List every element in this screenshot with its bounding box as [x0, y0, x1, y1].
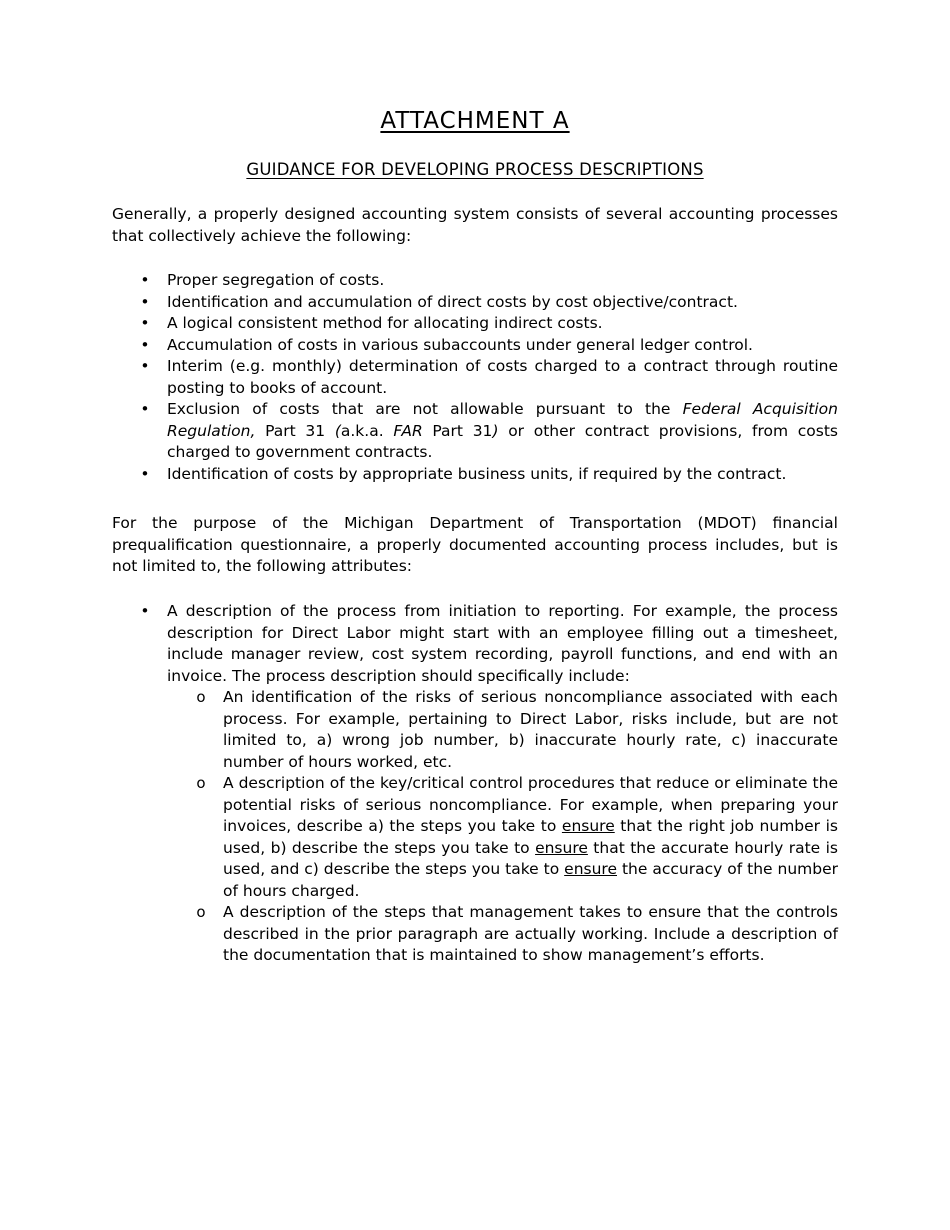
sub2-text-d: the accuracy of the number of hours charged. [223, 860, 839, 900]
list-item [112, 270, 838, 292]
sub2-text-a: A description of the key/critical control procedures that reduce or eliminate the potential risks of serious noncompliance. For example, when preparing your invoices, describe a) the steps you take to [223, 774, 838, 835]
far-aka: a.k.a. [340, 421, 394, 440]
far-part31: Part 31 [422, 421, 493, 440]
list-item [112, 356, 838, 399]
circle-bullet-icon: o [196, 903, 206, 921]
document-subtitle: GUIDANCE FOR DEVELOPING PROCESS DESCRIPTIONS [246, 160, 704, 179]
bullet-icon: • [140, 357, 150, 375]
accounting-goals-list [112, 270, 838, 485]
mdot-paragraph: For the purpose of the Michigan Department of Transportation (MDOT) financial prequalification questionnaire, a properly documented accounting process includes, but is not limited to, the following attributes: [112, 514, 838, 575]
bullet-icon: • [140, 314, 150, 332]
sub-list-item [167, 773, 838, 902]
list-item [112, 292, 838, 314]
far-paren-open: ( [334, 421, 341, 440]
list-item-text: A description of the process from initiation to reporting. For example, the process description for Direct Labor might start with an employee filling out a timesheet, include manager review, cost system recording, payroll functions, and end with an invoice. The process description should specifically include: [167, 602, 838, 685]
bullet-icon: • [140, 464, 150, 483]
list-item-text: Proper segregation of costs. [167, 271, 385, 289]
list-item [112, 464, 838, 486]
intro-paragraph: Generally, a properly designed accounting system consists of several accounting processes that collectively achieve the following: [112, 205, 838, 245]
bullet-icon: • [140, 335, 150, 354]
ensure-word: ensure [561, 817, 615, 835]
document-title: ATTACHMENT A [380, 108, 570, 134]
list-item-text: Identification and accumulation of direct costs by cost objective/contract. [167, 292, 738, 311]
bullet-icon: • [140, 602, 150, 620]
far-title: Federal Acquisition Regulation, [167, 400, 838, 440]
sub-list-item-text: A description of the steps that management takes to ensure that the controls described in the prior paragraph are actually working. Include a description of the documentation that is maintained to show management’s efforts. [223, 903, 838, 964]
list-item [112, 601, 838, 967]
list-item [112, 313, 838, 335]
far-text-before: Exclusion of costs that are not allowable pursuant to the [167, 400, 683, 418]
ensure-word: ensure [535, 838, 588, 857]
list-item-text: Interim (e.g. monthly) determination of costs charged to a contract through routine posting to books of account. [167, 357, 838, 397]
far-part: Part 31 [255, 421, 335, 440]
sub-list-item [167, 687, 838, 773]
list-item-far [112, 399, 838, 464]
far-paren-close: ) [492, 421, 499, 440]
list-item-text: A logical consistent method for allocating indirect costs. [167, 314, 603, 332]
list-item-text: Accumulation of costs in various subaccounts under general ledger control. [167, 335, 753, 354]
bullet-icon: • [140, 292, 150, 311]
sub-list [167, 687, 838, 967]
list-item-text: Identification of costs by appropriate business units, if required by the contract. [167, 464, 787, 483]
far-abbreviation: FAR [393, 421, 423, 440]
circle-bullet-icon: o [196, 688, 206, 706]
sub2-text-c: that the accurate hourly rate is used, and c) describe the steps you take to [223, 838, 838, 878]
bullet-icon: • [140, 400, 150, 418]
sub-list-item [167, 902, 838, 967]
bullet-icon: • [140, 271, 150, 289]
process-attributes-list [112, 601, 838, 967]
ensure-word: ensure [564, 860, 617, 878]
circle-bullet-icon: o [196, 774, 206, 792]
far-text-after: or other contract provisions, from costs charged to government contracts. [167, 421, 839, 461]
list-item [112, 335, 838, 357]
sub-list-item-text: An identification of the risks of serious noncompliance associated with each process. For example, pertaining to Direct Labor, risks include, but are not limited to, a) wrong job number, b) inaccurate hourly rate, c) inaccurate number of hours worked, etc. [223, 688, 838, 771]
sub2-text-b: that the right job number is used, b) describe the steps you take to [223, 817, 838, 857]
